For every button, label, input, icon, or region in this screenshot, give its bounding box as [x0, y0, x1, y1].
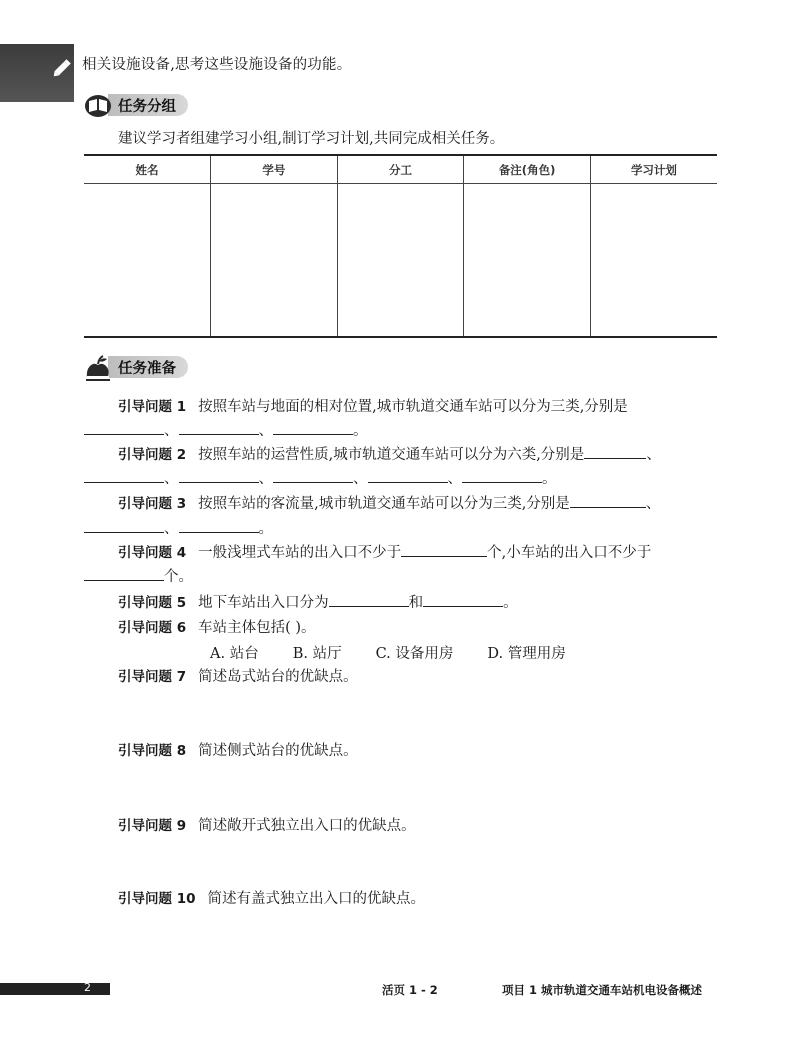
- answer-blank[interactable]: [179, 468, 259, 483]
- guide-question-3: 引导问题 3 按照车站的客流量,城市轨道交通车站可以分为三类,分别是 、: [118, 493, 660, 515]
- question-label: 引导问题 9: [118, 818, 187, 834]
- question-text: 按照车站的运营性质,城市轨道交通车站可以分为六类,分别是: [198, 447, 585, 463]
- section-heading-grouping: [84, 92, 188, 118]
- answer-blank[interactable]: [423, 592, 503, 607]
- question-label: 引导问题 3: [118, 496, 187, 512]
- question-label: 引导问题 10: [118, 891, 196, 907]
- header-division: 分工: [337, 155, 464, 184]
- question-label: 引导问题 4: [118, 545, 187, 561]
- intro-text: 相关设施设备,思考这些设施设备的功能。: [82, 57, 352, 73]
- header-study-plan: 学习计划: [590, 155, 717, 184]
- answer-blank[interactable]: [84, 518, 164, 533]
- cell-notes-role[interactable]: [464, 184, 591, 338]
- guide-question-6: [118, 617, 316, 639]
- question-text: 一般浅埋式车站的出入口不少于: [198, 545, 402, 561]
- section-heading-prep: [84, 354, 188, 380]
- section-title-grouping: 任务分组: [108, 94, 188, 116]
- question-text: 简述侧式站台的优缺点。: [198, 743, 358, 759]
- answer-blank[interactable]: [570, 493, 646, 508]
- question-text: 简述有盖式独立出入口的优缺点。: [207, 891, 425, 907]
- answer-blank[interactable]: [179, 518, 259, 533]
- answer-blank[interactable]: [273, 468, 353, 483]
- answer-blank[interactable]: [462, 468, 542, 483]
- guide-question-3-answers: 、 。: [84, 518, 273, 540]
- guide-question-8: [118, 740, 358, 762]
- question-label: 引导问题 7: [118, 669, 187, 685]
- guide-question-10: [118, 888, 425, 910]
- guide-question-4: 引导问题 4 一般浅埋式车站的出入口不少于 个,小车站的出入口不少于: [118, 542, 651, 564]
- guide-question-1: [118, 396, 628, 418]
- answer-blank[interactable]: [368, 468, 448, 483]
- guide-question-6-options: [210, 642, 600, 663]
- question-text: 简述岛式站台的优缺点。: [198, 669, 358, 685]
- group-table: [84, 154, 717, 338]
- guide-question-7: [118, 666, 358, 688]
- question-text: 简述敞开式独立出入口的优缺点。: [198, 818, 416, 834]
- answer-blank[interactable]: [84, 468, 164, 483]
- apple-icon: [84, 354, 114, 380]
- page-number: 2: [84, 981, 91, 994]
- footer-bar: [0, 983, 110, 995]
- cell-name[interactable]: [84, 184, 211, 338]
- option-d[interactable]: D. 管理用房: [487, 646, 566, 662]
- answer-blank[interactable]: [401, 542, 487, 557]
- header-student-id: 学号: [211, 155, 338, 184]
- question-label: 引导问题 2: [118, 447, 187, 463]
- grouping-instruction: 建议学习者组建学习小组,制订学习计划,共同完成相关任务。: [118, 131, 505, 147]
- guide-question-2: 引导问题 2 按照车站的运营性质,城市轨道交通车站可以分为六类,分别是 、: [118, 444, 661, 466]
- header-notes-role: 备注(角色): [464, 155, 591, 184]
- answer-blank[interactable]: [84, 420, 164, 435]
- footer-project-title: 项目 1 城市轨道交通车站机电设备概述: [502, 983, 703, 997]
- option-b[interactable]: B. 站厅: [292, 646, 342, 662]
- guide-question-2-answers: 、 、 、 、 。: [84, 468, 557, 490]
- guide-question-1-answers: 、 、 。: [84, 420, 368, 442]
- question-label: 引导问题 5: [118, 595, 187, 611]
- option-c[interactable]: C. 设备用房: [375, 646, 454, 662]
- option-a[interactable]: A. 站台: [210, 646, 259, 662]
- question-text: 地下车站出入口分为: [198, 595, 329, 611]
- book-icon: [84, 92, 114, 118]
- answer-blank[interactable]: [329, 592, 409, 607]
- question-text: 车站主体包括( )。: [198, 620, 316, 636]
- section-title-prep: 任务准备: [108, 356, 188, 378]
- guide-question-9: [118, 815, 416, 837]
- guide-question-5: 引导问题 5 地下车站出入口分为 和 。: [118, 592, 518, 614]
- answer-blank[interactable]: [584, 444, 646, 459]
- answer-blank[interactable]: [179, 420, 259, 435]
- answer-blank[interactable]: [84, 566, 164, 581]
- question-label: 引导问题 1: [118, 399, 187, 415]
- answer-blank[interactable]: [273, 420, 353, 435]
- guide-question-4-answers: 个。: [84, 566, 193, 588]
- header-name: 姓名: [84, 155, 211, 184]
- question-text: 按照车站与地面的相对位置,城市轨道交通车站可以分为三类,分别是: [198, 399, 628, 415]
- footer-loose-leaf: 活页 1 - 2: [382, 983, 438, 997]
- cell-division[interactable]: [337, 184, 464, 338]
- cell-student-id[interactable]: [211, 184, 338, 338]
- pencil-icon: [50, 54, 76, 80]
- cell-study-plan[interactable]: [590, 184, 717, 338]
- question-text: 按照车站的客流量,城市轨道交通车站可以分为三类,分别是: [198, 496, 570, 512]
- question-label: 引导问题 8: [118, 743, 187, 759]
- question-label: 引导问题 6: [118, 620, 187, 636]
